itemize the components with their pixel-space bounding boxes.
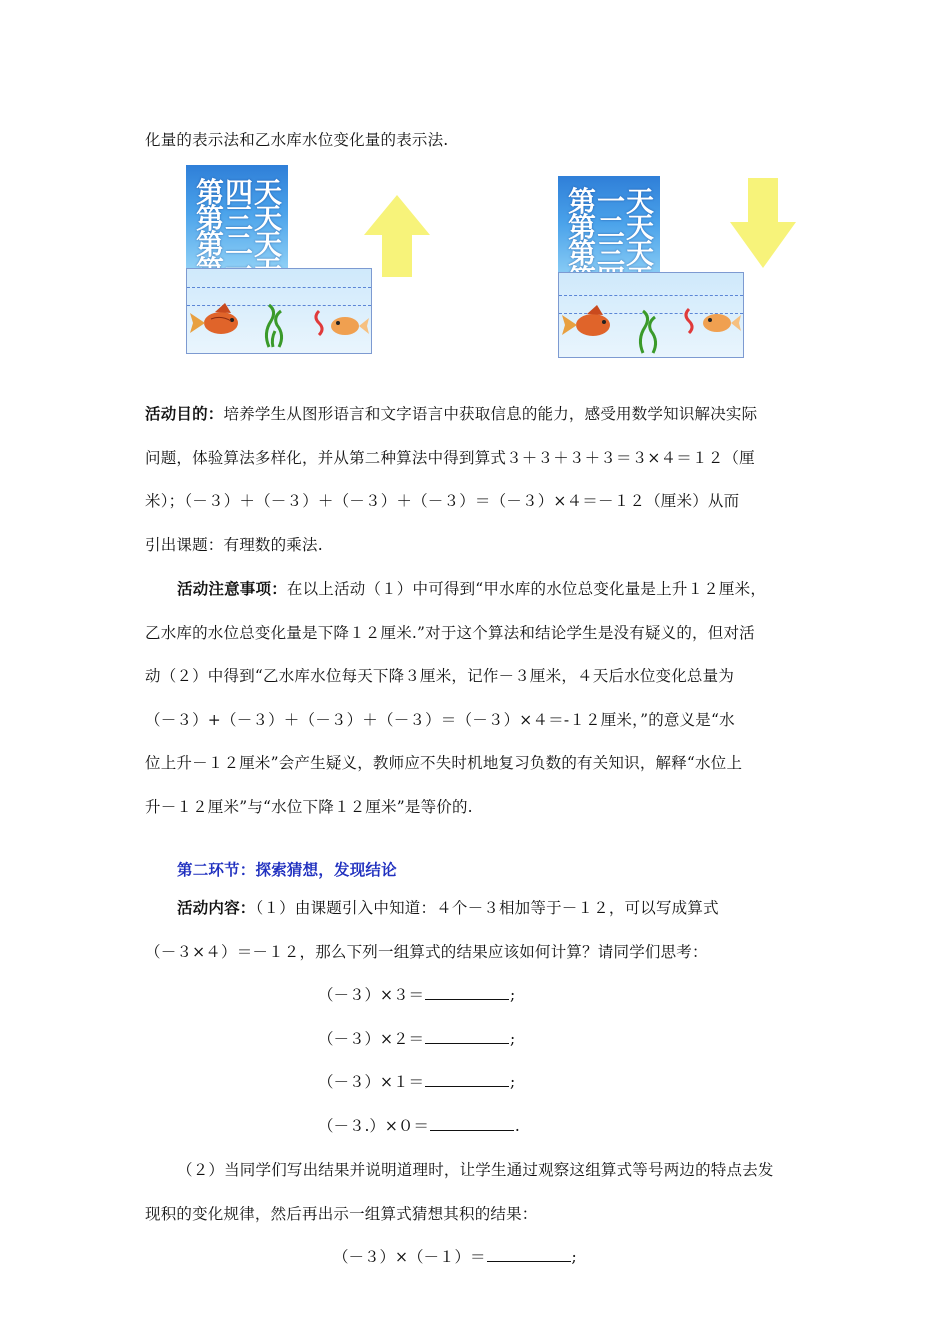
equation-row [318, 983, 515, 1005]
day-label: 第四天 [196, 176, 284, 209]
answer-blank [430, 1116, 514, 1131]
day-label: 第二天 [568, 211, 656, 244]
goldfish-icon [190, 303, 238, 334]
equation-row [318, 1070, 515, 1092]
intro-text: 化量的表示法和乙水库水位变化量的表示法. [145, 131, 449, 149]
small-fish-icon [703, 314, 741, 332]
purpose-line-2: 问题，体验算法多样化，并从第二种算法中得到算式３＋３＋３＋３＝３×４＝１２（厘 [145, 449, 755, 467]
small-fish-icon [331, 317, 369, 335]
content-label: 活动内容： [177, 898, 256, 917]
equation-expr: （－３）×３＝ [318, 986, 424, 1004]
day-label-stack [558, 176, 660, 280]
equation-expr: （－３）×１＝ [318, 1073, 424, 1091]
content-line-2: （－３×４）＝－１２，那么下列一组算式的结果应该如何计算？请同学们思考： [145, 943, 708, 961]
answer-blank [425, 1029, 509, 1044]
figure-reservoir-b [558, 176, 808, 366]
notes-text: 在以上活动（１）中可得到“甲水库的水位总变化量是上升１２厘米， [286, 580, 767, 598]
aquarium-scene [187, 269, 371, 353]
notes-line-6: 升－１２厘米”与“水位下降１２厘米”是等价的. [145, 798, 473, 816]
day-label: 第二天 [196, 228, 284, 261]
water-tank [186, 268, 372, 354]
equation-end: . [514, 1117, 520, 1135]
day-label: 第三天 [196, 202, 284, 235]
purpose-label: 活动目的： [145, 404, 224, 423]
seaweed-icon [266, 305, 281, 347]
purpose-line-3: 米）；（－３）＋（－３）＋（－３）＋（－３）＝（－３）×４＝－１２（厘米）从而 [145, 492, 740, 510]
notes-label: 活动注意事项： [177, 579, 287, 598]
purpose-line-4: 引出课题：有理数的乘法. [145, 536, 323, 554]
para2-line-2: 现积的变化规律，然后再出示一组算式猜想其积的结果： [145, 1205, 538, 1223]
content-line-1 [177, 896, 719, 918]
para2-line-1: （２）当同学们写出结果并说明道理时，让学生通过观察这组算式等号两边的特点去发 [177, 1161, 774, 1179]
equation-row [333, 1245, 577, 1267]
purpose-line-1 [145, 402, 757, 424]
equation-row [318, 1114, 520, 1136]
arrow-down-icon [730, 178, 796, 268]
answer-blank [425, 1072, 509, 1087]
aquarium-scene [559, 273, 743, 357]
water-tank [558, 272, 744, 358]
content-text: （１）由课题引入中知道：４个－３相加等于－１２，可以写成算式 [255, 899, 719, 917]
answer-blank [425, 985, 509, 1000]
equation-end: ; [510, 1030, 516, 1048]
notes-line-1 [177, 577, 766, 599]
worm-icon [316, 311, 322, 335]
seaweed-icon [640, 311, 655, 353]
equation-expr: （－３）×２＝ [318, 1030, 424, 1048]
arrow-up-icon [364, 195, 430, 277]
equation-expr: （－３.）×０＝ [318, 1117, 429, 1135]
notes-line-3: 动（２）中得到“乙水库水位每天下降３厘米，记作－３厘米，４天后水位变化总量为 [145, 667, 735, 685]
goldfish-icon [562, 305, 610, 336]
equation-row [318, 1027, 515, 1049]
purpose-text: 培养学生从图形语言和文字语言中获取信息的能力，感受用数学知识解决实际 [223, 405, 758, 423]
notes-line-4: （－３）+（－３）＋（－３）＋（－３）＝（－３）×４＝-１２厘米，”的意义是“水 [145, 711, 735, 729]
answer-blank [487, 1247, 571, 1262]
equation-end: ; [571, 1248, 577, 1266]
equation-end: ; [510, 1073, 516, 1091]
notes-line-5: 位上升－１２厘米”会产生疑义，教师应不失时机地复习负数的有关知识，解释“水位上 [145, 754, 743, 772]
notes-line-2: 乙水库的水位总变化量是下降１２厘米.”对于这个算法和结论学生是没有疑义的，但对活 [145, 624, 755, 642]
day-label: 第三天 [568, 237, 656, 270]
equation-expr: （－３）×（－１）＝ [333, 1248, 486, 1266]
figure-reservoir-a [186, 165, 436, 355]
equation-end: ; [510, 986, 516, 1004]
section-heading: 第二环节：探索猜想，发现结论 [177, 860, 397, 879]
worm-icon [686, 309, 692, 333]
day-label: 第一天 [568, 185, 656, 218]
day-label-stack [186, 165, 288, 269]
